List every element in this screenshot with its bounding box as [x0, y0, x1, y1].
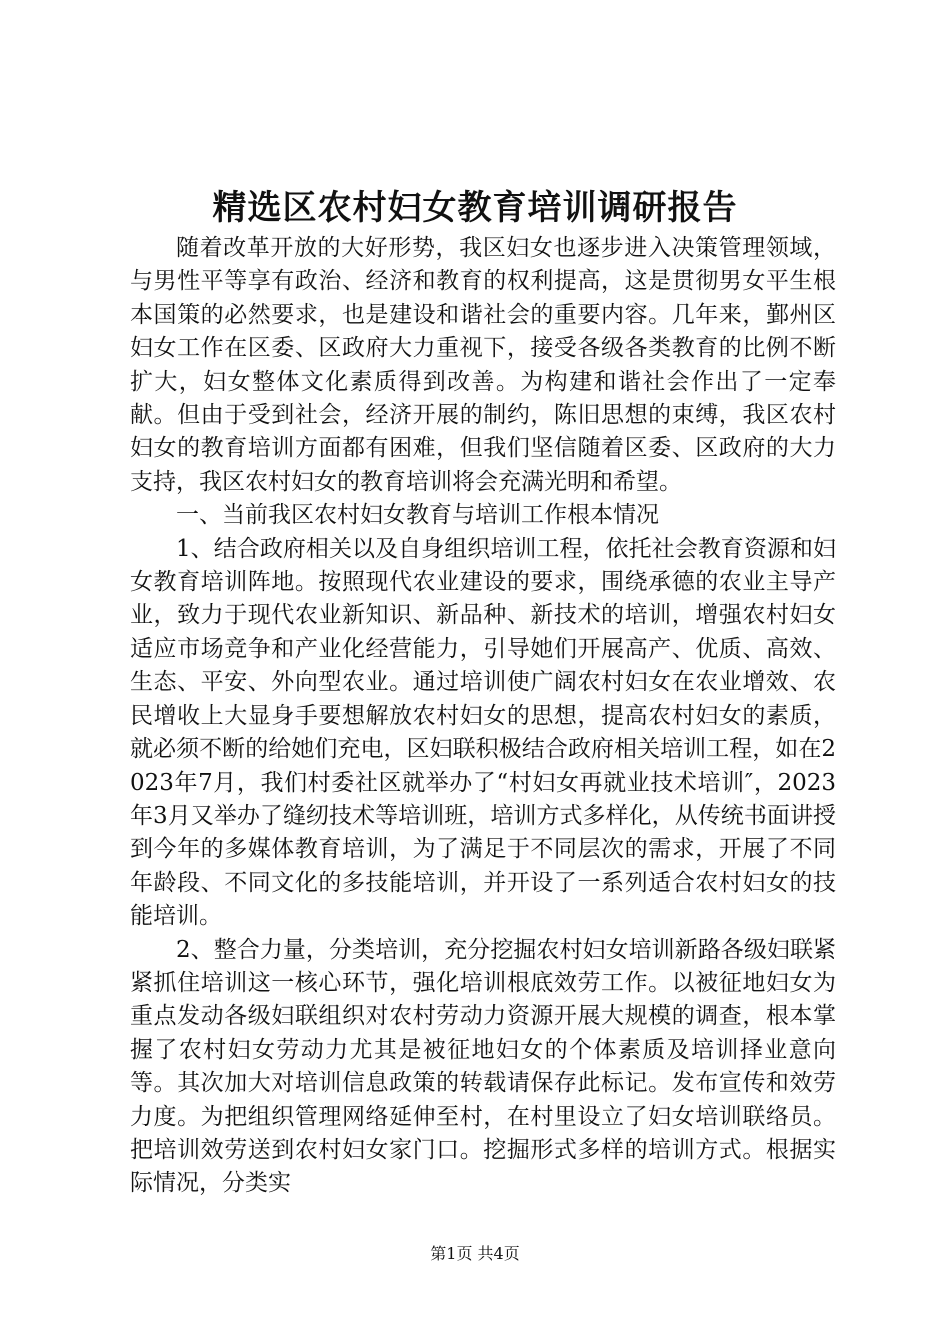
- document-title: 精选区农村妇女教育培训调研报告: [212, 188, 738, 228]
- page-number-footer: 第1页 共4页: [430, 1244, 520, 1263]
- paragraph-item-1: 1、结合政府相关以及自身组织培训工程，依托社会教育资源和妇女教育培训阵地。按照现代农业建设的要求，围绕承德的农业主导产业，致力于现代农业新知识、新品种、新技术的培训，增强农村妇女适应市场竞争和产业化经营能力，引导她们开展高产、优质、高效、生态、平安、外向型农业。通过培训使广阔农村妇女在农业增效、农民增收上大显身手要想解放农村妇女的思想，提高农村妇女的素质，就必须不断的给她们充电，区妇联积极结合政府相关培训工程，如在2023年7月，我们村委社区就举办了“村妇女再就业技术培训″，2023年3月又举办了缝纫技术等培训班，培训方式多样化，从传统书面讲授到今年的多媒体教育培训，为了满足于不同层次的需求，开展了不同年龄段、不同文化的多技能培训，并开设了一系列适合农村妇女的技能培训。: [130, 535, 836, 930]
- paragraph-item-2: 2、整合力量，分类培训，充分挖掘农村妇女培训新路各级妇联紧紧抓住培训这一核心环节，强化培训根底效劳工作。以被征地妇女为重点发动各级妇联组织对农村劳动力资源开展大规模的调查，根本掌握了农村妇女劳动力尤其是被征地妇女的个体素质及培训择业意向等。其次加大对培训信息政策的转载请保存此标记。发布宣传和效劳力度。为把组织管理网络延伸至村，在村里设立了妇女培训联络员。把培训效劳送到农村妇女家门口。挖掘形式多样的培训方式。根据实际情况，分类实: [130, 936, 836, 1197]
- document-body: [130, 232, 836, 1201]
- section-heading: 一、当前我区农村妇女教育与培训工作根本情况: [176, 502, 659, 529]
- paragraph-intro: 随着改革开放的大好形势，我区妇女也逐步进入决策管理领域，与男性平等享有政治、经济和教育的权利提高，这是贯彻男女平生根本国策的必然要求，也是建设和谐社会的重要内容。几年来，鄞州区妇女工作在区委、区政府大力重视下，接受各级各类教育的比例不断扩大，妇女整体文化素质得到改善。为构建和谐社会作出了一定奉献。但由于受到社会，经济开展的制约，陈旧思想的束缚，我区农村妇女的教育培训方面都有困难，但我们坚信随着区委、区政府的大力支持，我区农村妇女的教育培训将会充满光明和希望。: [130, 235, 836, 495]
